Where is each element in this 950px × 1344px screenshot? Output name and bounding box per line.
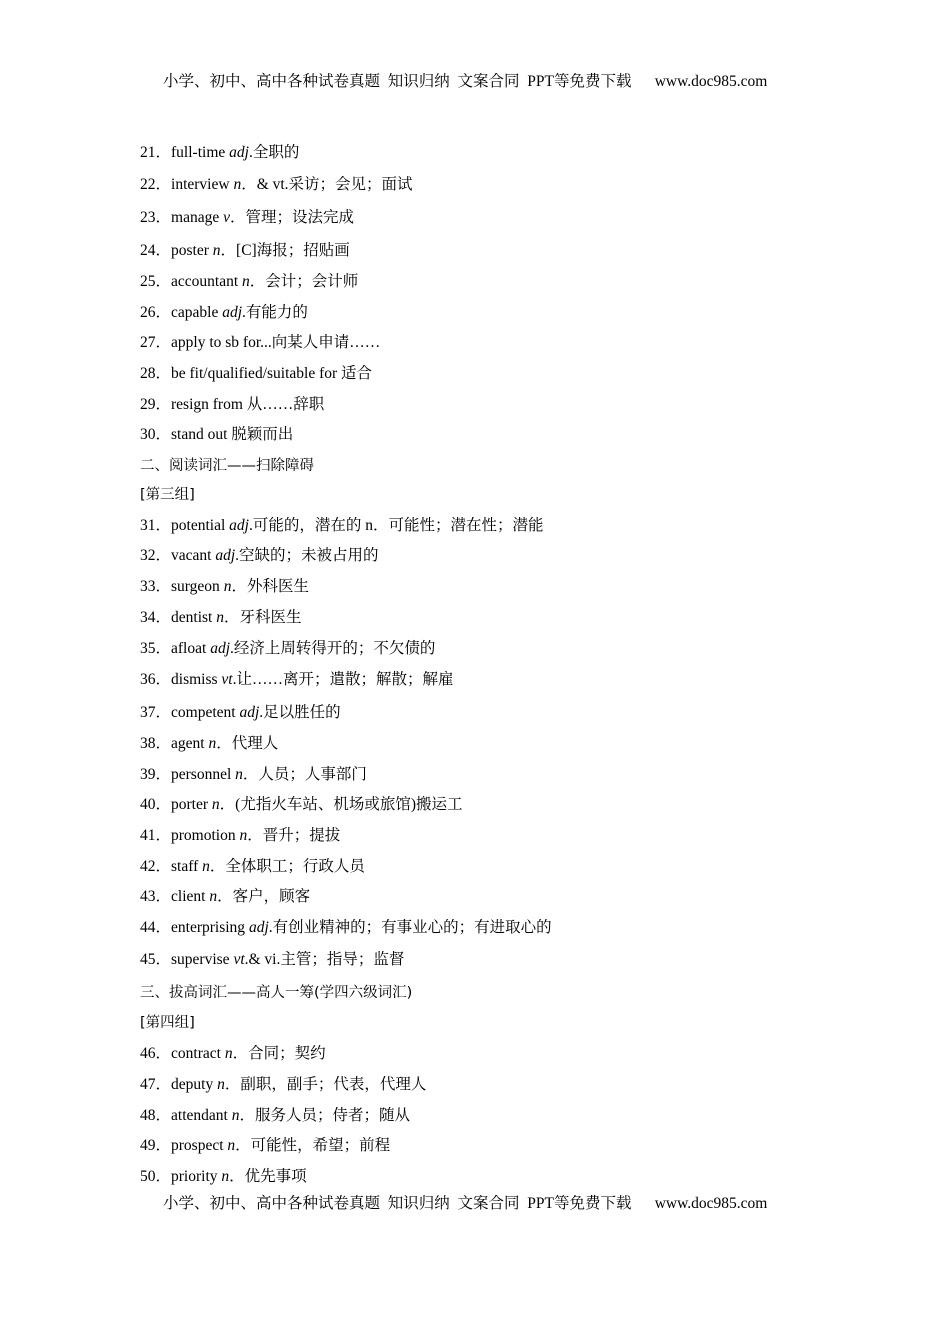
entry-number: 33． — [140, 578, 172, 595]
entry-word: promotion — [171, 827, 240, 844]
entry-word: dismiss — [171, 671, 222, 688]
entry-definition: ．可能性，希望；前程 — [235, 1137, 391, 1154]
entry-number: 28． — [140, 365, 172, 382]
entry-definition: ．副职，副手；代表，代理人 — [224, 1076, 427, 1093]
entry-part-of-speech: n — [221, 1168, 230, 1185]
entry-number: 21． — [140, 144, 172, 161]
entry-number: 41． — [140, 827, 172, 844]
entry-number: 29． — [140, 396, 172, 413]
entry-definition: .让……离开；遣散；解散；解雇 — [232, 671, 454, 688]
vocab-entry — [140, 1073, 426, 1097]
entry-part-of-speech: n — [223, 578, 232, 595]
entry-definition: ．晋升；提拔 — [247, 827, 341, 844]
entry-word: priority — [171, 1168, 222, 1185]
entry-part-of-speech: adj — [229, 517, 249, 534]
entry-definition: ．会计；会计师 — [249, 273, 359, 290]
entry-part-of-speech: adj — [215, 547, 236, 564]
entry-part-of-speech: adj — [239, 704, 260, 721]
entry-number: 30． — [140, 426, 172, 443]
entry-word: contract — [171, 1045, 225, 1062]
entry-part-of-speech: v — [223, 209, 230, 226]
entry-part-of-speech: adj — [229, 144, 249, 161]
group-label: [第三组] — [140, 487, 195, 503]
entry-word: stand out 脱颖而出 — [171, 426, 294, 443]
entry-word: vacant — [171, 547, 216, 564]
entry-word: prospect — [171, 1137, 228, 1154]
vocab-entry — [140, 701, 341, 725]
entry-word: potential — [171, 517, 230, 534]
entry-number: 26． — [140, 304, 172, 321]
vocab-entry — [140, 1134, 390, 1158]
entry-word: supervise — [171, 951, 234, 968]
entry-number: 25． — [140, 273, 172, 290]
entry-number: 42． — [140, 858, 172, 875]
vocab-entry — [140, 1104, 410, 1128]
entry-part-of-speech: n — [231, 1107, 240, 1124]
entry-number: 23． — [140, 209, 172, 226]
entry-definition: ．牙科医生 — [223, 609, 302, 626]
entry-part-of-speech: n — [227, 1137, 236, 1154]
entry-word: personnel — [171, 766, 236, 783]
vocab-entry — [140, 239, 350, 263]
entry-part-of-speech: n — [242, 273, 250, 290]
vocab-entry — [140, 824, 340, 848]
vocab-entry — [140, 855, 365, 879]
entry-word: be fit/qualified/suitable for 适合 — [171, 365, 373, 382]
vocab-entry — [140, 916, 552, 940]
entry-word: enterprising — [171, 919, 249, 936]
entry-word: dentist — [171, 609, 217, 626]
entry-part-of-speech: n — [212, 242, 221, 259]
vocab-entry — [140, 763, 367, 787]
vocab-entry — [140, 393, 324, 417]
entry-part-of-speech: n — [202, 858, 210, 875]
entry-word: competent — [171, 704, 240, 721]
entry-part-of-speech: adj — [248, 919, 269, 936]
entry-word: porter — [171, 796, 212, 813]
vocab-entry — [140, 423, 293, 447]
entry-definition: ．人员；人事部门 — [242, 766, 367, 783]
vocab-entry — [140, 793, 462, 817]
entry-definition: ．全体职工；行政人员 — [209, 858, 365, 875]
entry-part-of-speech: n — [208, 735, 217, 752]
vocab-entry — [140, 1165, 307, 1189]
entry-number: 49． — [140, 1137, 172, 1154]
entry-number: 37． — [140, 704, 172, 721]
vocab-entry — [140, 331, 380, 355]
entry-number: 34． — [140, 609, 172, 626]
entry-definition: ．客户，顾客 — [217, 888, 311, 905]
vocab-entry — [140, 885, 310, 909]
section-heading: 三、拔高词汇——高人一筹(学四六级词汇) — [140, 985, 413, 1001]
entry-word: apply to sb for...向某人申请…… — [171, 334, 381, 351]
entry-word: afloat — [171, 640, 211, 657]
entry-number: 45． — [140, 951, 172, 968]
entry-word: poster — [171, 242, 213, 259]
entry-definition: .有创业精神的；有事业心的；有进取心的 — [268, 919, 552, 936]
entry-definition: ．(尤指火车站、机场或旅馆)搬运工 — [219, 796, 463, 813]
vocab-entry — [140, 514, 543, 538]
entry-word: interview — [171, 176, 234, 193]
vocab-entry — [140, 141, 299, 165]
vocab-entry — [140, 544, 379, 568]
entry-definition: .& vi.主管；指导；监督 — [244, 951, 405, 968]
page-footer: 小学、初中、高中各种试卷真题 知识归纳 文案合同 PPT等免费下载 www.doc985.com — [163, 1195, 768, 1212]
group-label: [第四组] — [140, 1015, 195, 1031]
entry-word: staff — [171, 858, 203, 875]
entry-definition: ．合同；契约 — [232, 1045, 326, 1062]
vocab-entry — [140, 301, 308, 325]
vocab-entry — [140, 948, 404, 972]
entry-word: agent — [171, 735, 209, 752]
entry-part-of-speech: n — [224, 1045, 233, 1062]
entry-part-of-speech: n — [216, 609, 224, 626]
page-header: 小学、初中、高中各种试卷真题 知识归纳 文案合同 PPT等免费下载 www.doc985.com — [163, 73, 768, 90]
entry-number: 35． — [140, 640, 172, 657]
entry-number: 43． — [140, 888, 172, 905]
entry-number: 27． — [140, 334, 172, 351]
entry-number: 47． — [140, 1076, 172, 1093]
entry-part-of-speech: vt — [233, 951, 245, 968]
entry-definition: ．管理；设法完成 — [229, 209, 354, 226]
entry-number: 40． — [140, 796, 172, 813]
section-heading: 二、阅读词汇——扫除障碍 — [140, 458, 314, 474]
vocab-entry — [140, 173, 413, 197]
entry-word: accountant — [171, 273, 243, 290]
vocab-entry — [140, 637, 435, 661]
entry-definition: .足以胜任的 — [259, 704, 341, 721]
entry-number: 44． — [140, 919, 172, 936]
vocab-entry — [140, 1042, 326, 1066]
vocab-entry — [140, 270, 358, 294]
entry-word: manage — [171, 209, 224, 226]
entry-part-of-speech: adj — [222, 304, 243, 321]
entry-word: resign from 从……辞职 — [171, 396, 325, 413]
entry-word: client — [171, 888, 210, 905]
entry-definition: ．& vt.采访；会见；面试 — [241, 176, 413, 193]
entry-part-of-speech: n — [211, 796, 220, 813]
entry-number: 39． — [140, 766, 172, 783]
entry-part-of-speech: n — [209, 888, 218, 905]
entry-word: surgeon — [171, 578, 224, 595]
entry-word: attendant — [171, 1107, 232, 1124]
entry-number: 46． — [140, 1045, 172, 1062]
vocab-entry — [140, 606, 302, 630]
vocab-entry — [140, 206, 354, 230]
entry-definition: ．优先事项 — [229, 1168, 307, 1185]
entry-definition: .经济上周转得开的；不欠债的 — [230, 640, 436, 657]
vocab-entry — [140, 575, 309, 599]
entry-definition: ．外科医生 — [231, 578, 309, 595]
entry-number: 22． — [140, 176, 172, 193]
entry-definition: ．服务人员；侍者；随从 — [239, 1107, 410, 1124]
entry-part-of-speech: n — [235, 766, 243, 783]
entry-number: 24． — [140, 242, 172, 259]
entry-number: 31． — [140, 517, 172, 534]
entry-part-of-speech: n — [233, 176, 242, 193]
entry-word: deputy — [171, 1076, 218, 1093]
entry-definition: ．[C]海报；招贴画 — [220, 242, 350, 259]
vocab-entry — [140, 732, 278, 756]
entry-part-of-speech: vt — [221, 671, 233, 688]
entry-word: full-time — [171, 144, 230, 161]
entry-definition: ．代理人 — [216, 735, 279, 752]
vocab-entry — [140, 362, 372, 386]
entry-part-of-speech: adj — [210, 640, 230, 657]
entry-definition: .全职的 — [248, 144, 300, 161]
entry-word: capable — [171, 304, 223, 321]
entry-definition: .有能力的 — [242, 304, 308, 321]
entry-number: 50． — [140, 1168, 172, 1185]
entry-definition: .空缺的；未被占用的 — [235, 547, 379, 564]
entry-number: 32． — [140, 547, 172, 564]
entry-part-of-speech: n — [239, 827, 248, 844]
entry-number: 38． — [140, 735, 172, 752]
entry-number: 48． — [140, 1107, 172, 1124]
entry-number: 36． — [140, 671, 172, 688]
entry-part-of-speech: n — [217, 1076, 225, 1093]
vocab-entry — [140, 668, 453, 692]
entry-definition: .可能的，潜在的 n．可能性；潜在性；潜能 — [248, 517, 544, 534]
